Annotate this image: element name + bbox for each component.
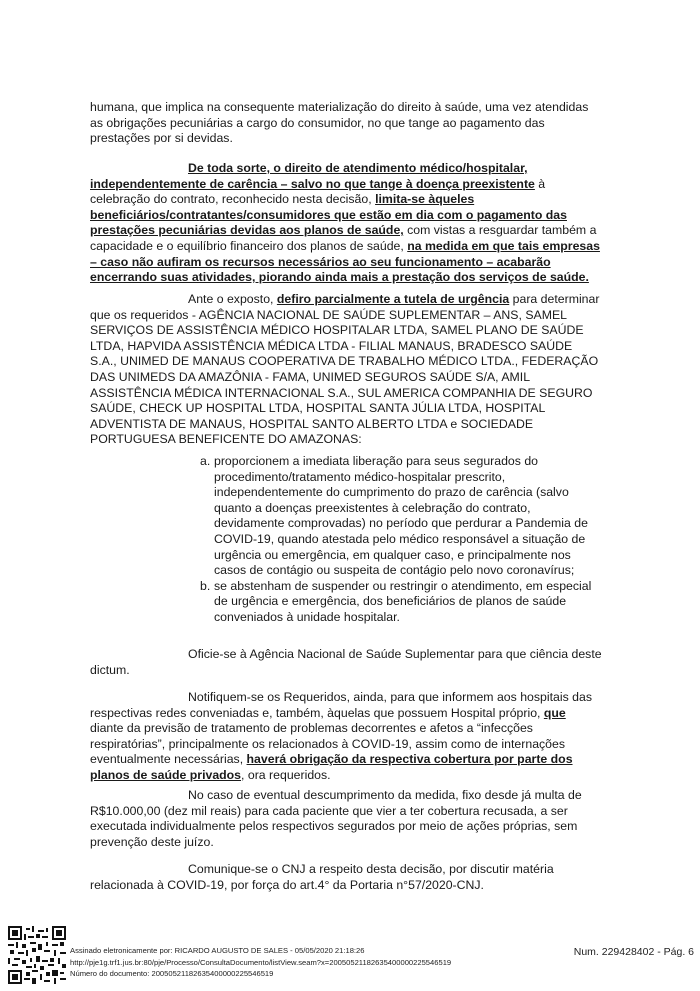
text-ora: , ora requeridos. — [241, 767, 331, 782]
text-celebracao: à celebração do contrato, reconhecido nesta decisão, — [90, 176, 546, 207]
intro-paragraph — [90, 100, 602, 147]
emphasis-cobertura: haverá obrigação da respectiva cobertura por parte dos planos de saúde privados — [90, 752, 573, 782]
list-marker-a: a. — [200, 454, 211, 468]
order-list — [200, 454, 602, 626]
signature-line: Assinado eletronicamente por: RICARDO AUGUSTO DE SALES - 05/05/2020 21:18:26 — [70, 946, 365, 955]
list-marker-b: b. — [200, 578, 211, 593]
emphasis-tutela: defiro parcialmente a tutela de urgência — [276, 292, 510, 306]
list-text-b: se abstenham de suspender ou restringir o atendimento, em especial de urgência e emergência, dos beneficiários de planos de saúde conveniados à unidade hospitalar. — [214, 578, 592, 624]
paragraph-multa — [90, 788, 602, 850]
list-item-a — [200, 454, 602, 579]
document-number: Número do documento: 20050521182635400000225546519 — [70, 969, 274, 978]
emphasis-carencia: De toda sorte, o direito de atendimento médico/hospitalar, independentemente de carência – salvo no que tange à doença preexistente — [90, 161, 535, 191]
text-requeridos: para determinar que os requeridos - AGÊNCIA NACIONAL DE SAÚDE SUPLEMENTAR – ANS, SAMEL SERVIÇOS DE ASSISTÊNCIA MÉDICO HOSPITALAR LTDA, SAMEL PLANO DE SAÚDE LTDA, HAPVIDA ASSISTÊNCIA MÉDICA LTDA - FILIAL MANAUS, BRADESCO SAÚDE S.A., UNIMED DE MANAUS COOPERATIVA DE TRABALHO MÉDICO LTDA., FEDERAÇÃO DAS UNIMEDS DA AMAZÔNIA - FAMA, UNIMED SEGUROS SAÚDE S/A, AMIL ASSISTÊNCIA MÉDICA INTERNACIONAL S.A., SUL AMERICA COMPANHIA DE SEGURO SAÚDE, CHECK UP HOSPITAL LTDA, HOSPITAL SANTA JÚLIA LTDA, HOSPITAL ADVENTISTA DE MANAUS, HOSPITAL SANTO ALBERTO LTDA e SOCIEDADE PORTUGUESA BENEFICENTE DO AMAZONAS: — [90, 292, 600, 447]
document-url[interactable]: http://pje1g.trf1.jus.br:80/pje/Processo/ConsultaDocumento/listView.seam?x=20050521182635400000225546519 — [70, 958, 452, 967]
intro-text: humana, que implica na consequente materialização do direito à saúde, uma vez atendidas as obrigações pecuniárias a cargo do consumidor, no que tange ao pagamento das prestações por si devidas. — [90, 100, 589, 146]
text-resguardar: com vistas a resguardar também a capacidade e o equilíbrio financeiro dos planos de saúde, — [90, 223, 597, 253]
paragraph-oficie — [90, 647, 602, 678]
text-ante: Ante o exposto, — [188, 292, 277, 306]
emphasis-empresas: na medida em que tais empresas – caso não aufiram os recursos necessários ao seu funcionamento – acabarão encerrando suas atividades, piorando ainda mais a prestação dos serviços de saúde. — [90, 238, 600, 285]
list-text-a: proporcionem a imediata liberação para seus segurados do procedimento/tratamento médico-hospitalar prescrito, independentemente do cumprimento do prazo de carência (salvo quanto a doenças preexistentes à celebração do contrato, devidamente comprovadas) no período que perdurar a Pandemia de COVID-19, quando atestada pelo médico responsável a situação de urgência ou emergência, em qualquer caso, e principalmente nos casos de contágio ou suspeita de contágio pelo novo coronavírus; — [214, 454, 588, 578]
qr-code-icon — [8, 926, 66, 984]
text-oficie: Oficie-se à Agência Nacional de Saúde Suplementar para que ciência deste dictum. — [90, 647, 602, 677]
paragraph-cnj — [90, 862, 602, 893]
paragraph-notifiquem — [90, 690, 602, 784]
text-multa: No caso de eventual descumprimento da medida, fixo desde já multa de R$10.000,00 (dez mil reais) para cada paciente que vier a ter cobertura recusada, a ser executada individualmente pelos respectivos segurados por meio de ações próprias, sem prevenção deste juízo. — [90, 788, 582, 849]
text-notifiquem: Notifiquem-se os Requeridos, ainda, para que informem aos hospitais das respectivas redes conveniadas e, também, àquelas que possuem Hospital próprio, — [90, 690, 592, 720]
signature-footer — [0, 920, 700, 991]
emphasis-que: que — [543, 705, 566, 720]
text-cnj: Comunique-se o CNJ a respeito desta decisão, por discutir matéria relacionada à COVID-19, por força do art.4° da Portaria n°57/2020-CNJ. — [90, 862, 554, 892]
page-number: Num. 229428402 - Pág. 6 — [573, 946, 694, 958]
text-previsao: diante da previsão de tratamento de problemas decorrentes e afetos a “infecções respiratórias”, principalmente os relacionados à COVID-19, assim como de internações eventualmente necessárias, — [90, 721, 566, 767]
emphasis-limita: limita-se àqueles beneficiários/contratantes/consumidores que estão em dia com o pagamento das prestações pecuniárias devidas aos planos de saúde, — [90, 192, 567, 238]
paragraph-tutela — [90, 292, 602, 448]
list-item-b — [200, 579, 602, 626]
paragraph-access-limit — [90, 161, 602, 286]
